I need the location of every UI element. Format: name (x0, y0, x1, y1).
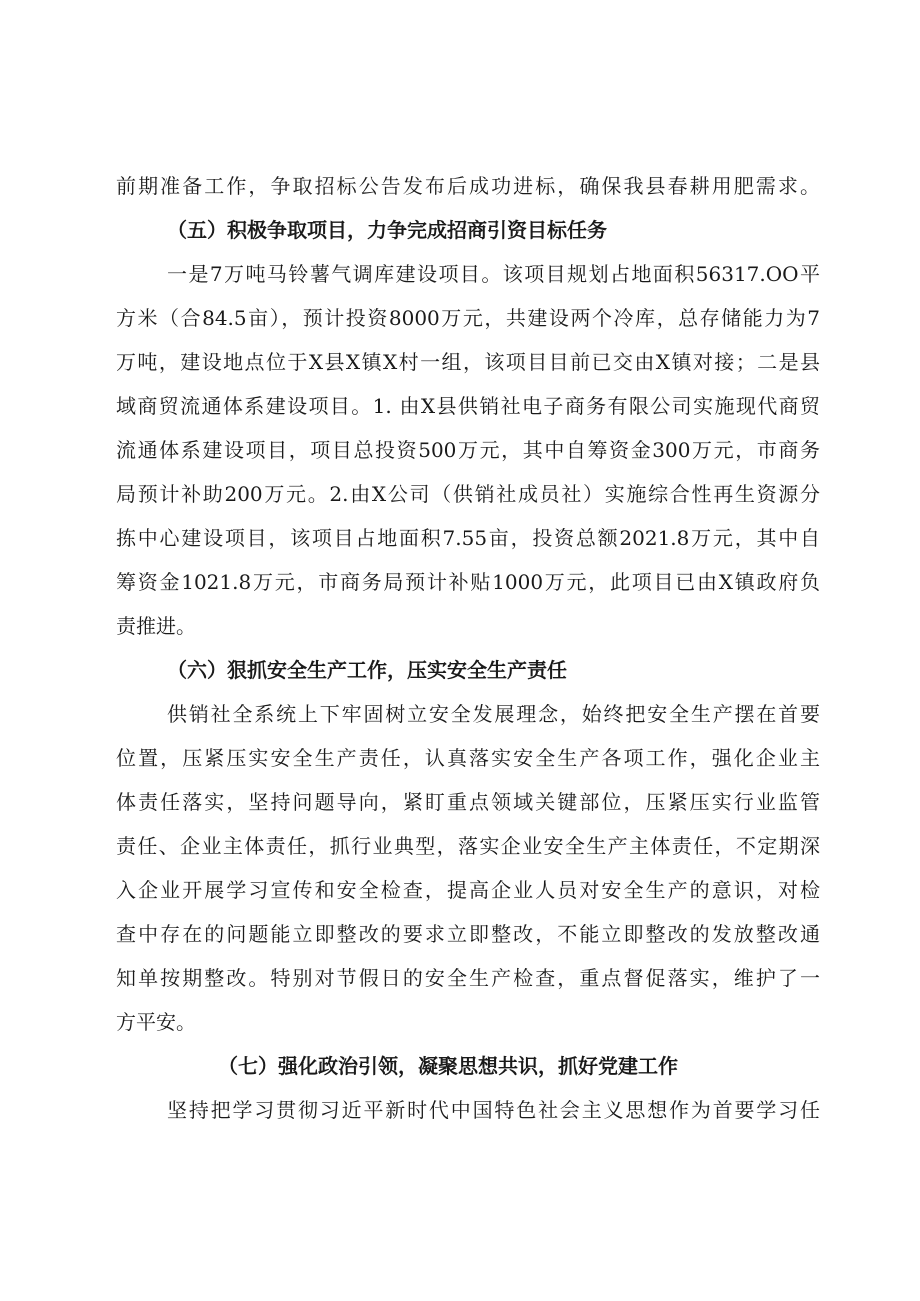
body-line: 流通体系建设项目，项目总投资500万元，其中自筹资金300万元，市商务 (116, 438, 820, 462)
body-line: 拣中心建设项目，该项目占地面积7.55亩，投资总额2021.8万元，其中自 (116, 526, 820, 550)
body-line: 前期准备工作，争取招标公告发布后成功进标，确保我县春耕用肥需求。 (116, 174, 820, 198)
body-line: 域商贸流通体系建设项目。1. 由X县供销社电子商务有限公司实施现代商贸 (116, 394, 820, 418)
document-body (116, 164, 820, 1132)
body-line: 局预计补助200万元。2.由X公司（供销社成员社）实施综合性再生资源分 (116, 482, 820, 506)
body-line: 知单按期整改。特别对节假日的安全生产检查，重点督促落实，维护了一 (116, 966, 820, 990)
body-line: 万吨，建设地点位于X县X镇X村一组，该项目目前已交由X镇对接；二是县 (116, 350, 820, 374)
body-line: 责任、企业主体责任，抓行业典型，落实企业安全生产主体责任，不定期深 (116, 834, 820, 858)
body-line: 体责任落实，坚持问题导向，紧盯重点领域关键部位，压紧压实行业监管 (116, 790, 820, 814)
body-line: 一是7万吨马铃薯气调库建设项目。该项目规划占地面积56317.OO平 (167, 262, 820, 286)
body-line: 方米（合84.5亩），预计投资8000万元，共建设两个冷库，总存储能力为7 (116, 306, 820, 330)
section-heading-6: （六）狠抓安全生产工作，压实安全生产责任 (167, 658, 567, 682)
body-line: 供销社全系统上下牢固树立安全发展理念，始终把安全生产摆在首要 (167, 702, 820, 726)
section-heading-7: （七）强化政治引领，凝聚思想共识，抓好党建工作 (218, 1054, 678, 1078)
body-line: 筹资金1021.8万元，市商务局预计补贴1000万元，此项目已由X镇政府负 (116, 570, 820, 594)
body-line: 方平安。 (116, 1010, 196, 1034)
body-line: 位置，压紧压实安全生产责任，认真落实安全生产各项工作，强化企业主 (116, 746, 820, 770)
body-line: 责推进。 (116, 614, 196, 638)
body-line: 坚持把学习贯彻习近平新时代中国特色社会主义思想作为首要学习任 (167, 1098, 820, 1122)
section-heading-5: （五）积极争取项目，力争完成招商引资目标任务 (167, 218, 607, 242)
body-line: 查中存在的问题能立即整改的要求立即整改，不能立即整改的发放整改通 (116, 922, 820, 946)
body-line: 入企业开展学习宣传和安全检查，提高企业人员对安全生产的意识，对检 (116, 878, 820, 902)
